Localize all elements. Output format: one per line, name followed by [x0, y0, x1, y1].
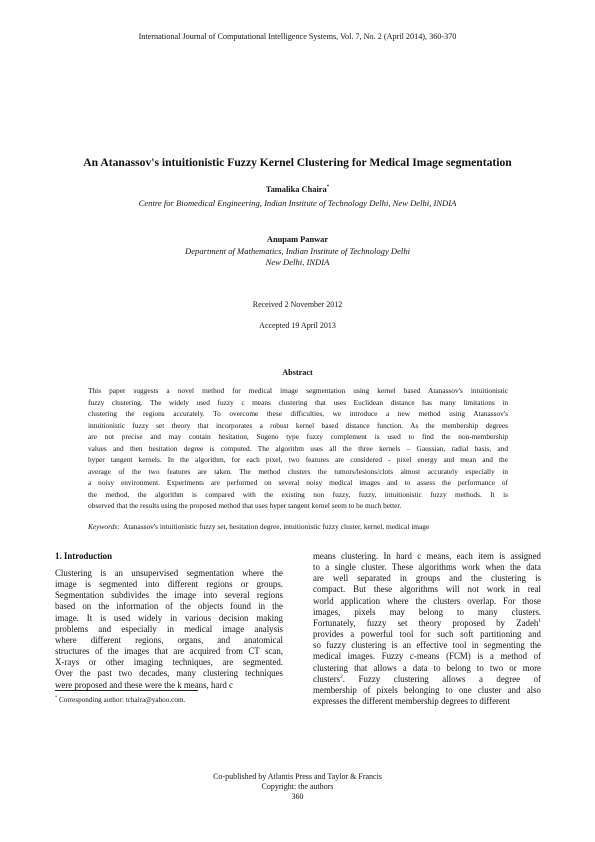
body-line: compact. But these algorithms will not work in real: [313, 584, 541, 595]
body-line: to a single cluster. These algorithms work when the data: [313, 562, 541, 573]
body-line: world application where the clusters overlap. For those: [313, 595, 541, 606]
abstract-line: hyper tangent kernels. In the algorithm, for each pixel, two features are considered - pixel energy and mean and the: [88, 455, 508, 465]
author-2-affiliation-line-2: New Delhi, INDIA: [265, 257, 330, 267]
abstract-line: fuzzy clustering. The widely used fuzzy c means clustering that uses Euclidean distance has many limitations in: [88, 397, 508, 407]
abstract-line: observed that the results using the proposed method that uses hyper tangent kernel seem to be much better.: [88, 501, 402, 511]
author-2-name: Anupam Panwar: [266, 235, 329, 244]
footer-publisher: Co-published by Atlantis Press and Taylor & Francis: [213, 772, 382, 781]
body-line: clustering that allows a data to belong to two or more: [313, 662, 541, 673]
body-line: expresses the different membership degrees to different: [313, 696, 510, 707]
body-line: problems and especially in medical image analysis: [55, 623, 283, 634]
footnote-text: Corresponding author: tchaira@yahoo.com.: [58, 696, 186, 704]
abstract-line: average of the two features are taken. The method clusters the tumors/lesions/clots almost accurately especially in: [88, 466, 508, 476]
footnote-mark: *: [55, 694, 58, 700]
abstract-line: values and then hesitation degree is computed. The algorithm uses all the three kernels – Gaussian, radial basis, and: [88, 443, 508, 453]
author-1-footnote-mark: *: [326, 185, 330, 191]
body-line: based on the information of the objects found in the: [55, 601, 283, 612]
abstract-line: clustering the regions accurately. To overcome these difficulties, we introduce a new method using Atanassov's: [88, 409, 508, 419]
body-line: so fuzzy clustering is an effective tool in segmenting the: [313, 640, 541, 651]
body-line: Over the past two decades, many clustering techniques: [55, 668, 283, 679]
citation-mark: 2: [340, 673, 343, 680]
body-line: clusters$^2$. Fuzzy clustering allows a degree of: [313, 673, 541, 684]
body-line: Clustering is an unsupervised segmentation where the: [55, 568, 283, 578]
body-line: were proposed and these were the k means, hard c: [55, 679, 233, 690]
body-line: image. It is used widely in various decision making: [55, 612, 283, 623]
journal-header: International Journal of Computational Intelligence Systems, Vol. 7, No. 2 (April 2014), 360-370: [138, 32, 457, 41]
footer-copyright: Copyright: the authors: [261, 782, 334, 791]
abstract-line: a noisy environment. Experiments are performed on several noisy medical images and to assess the performance of: [88, 478, 508, 488]
body-line: Segmentation subdivides the image into several regions: [55, 590, 283, 601]
body-line: where different regions, organs, and anatomical: [55, 634, 283, 645]
body-line: provides a powerful tool for such soft partitioning and: [313, 629, 541, 640]
body-line: are well separated in groups and the clustering is: [313, 573, 541, 584]
body-line: membership of pixels belonging to one cluster and also: [313, 684, 541, 695]
keywords: Keywords: Atanassov's intuitionistic fuzzy set, hesitation degree, intuitionistic fuzzy cluster, kernel, medical image: [88, 522, 430, 531]
abstract-heading: Abstract: [282, 368, 313, 377]
abstract-line: intuitionistic fuzzy set theory that incorporates a robust kernel based distance function. As the membership degrees: [88, 420, 508, 430]
page-number: 360: [291, 792, 304, 801]
body-line: medical images. Fuzzy c-means (FCM) is a method of: [313, 651, 541, 662]
author-1-name: Tamalika Chaira*: [265, 185, 330, 194]
abstract-line: are not precise and may contain hesitation, Sugeno type fuzzy complement is used to find the non-membership: [88, 432, 508, 442]
keywords-label: Keywords: [88, 522, 118, 531]
abstract-body: [88, 385, 508, 512]
keywords-text: Atanassov's intuitionistic fuzzy set, hesitation degree, intuitionistic fuzzy cluster, kernel, medical image: [123, 522, 430, 531]
body-line: images, pixels may belong to many clusters.: [313, 606, 541, 617]
author-2-affiliation-line-1: Department of Mathematics, Indian Institute of Technology Delhi: [185, 246, 410, 256]
right-column-text: [313, 551, 541, 707]
body-line: structures of the images that are acquired from CT scan,: [55, 646, 283, 657]
received-date: Received 2 November 2012: [252, 300, 343, 309]
footnote-divider: [55, 690, 198, 691]
body-line: means clustering. In hard c means, each item is assigned: [313, 551, 541, 561]
abstract-line: This paper suggests a novel method for medical image segmentation using kernel based Atanassov's intuitionistic: [88, 386, 508, 395]
footnote: [55, 696, 185, 704]
accepted-date: Accepted 19 April 2013: [259, 321, 336, 330]
body-line: Fortunately, fuzzy set theory proposed by Zadeh$^1$: [313, 617, 541, 628]
left-column-text: [55, 568, 283, 691]
section-heading-introduction: 1. Introduction: [55, 551, 113, 561]
citation-mark: 1: [538, 617, 541, 624]
body-line: X-rays or other imaging techniques, are segmented.: [55, 657, 283, 668]
author-1-affiliation: Centre for Biomedical Engineering, Indian Institute of Technology Delhi, New Delhi, INDIA: [138, 198, 457, 208]
abstract-line: the method, the algorithm is compared with the existing non fuzzy, fuzzy, intuitionistic fuzzy methods. It is: [88, 489, 508, 499]
paper-title: An Atanassov's intuitionistic Fuzzy Kernel Clustering for Medical Image segmentation: [83, 156, 512, 169]
body-line: image is segmented into different regions or groups.: [55, 579, 283, 590]
